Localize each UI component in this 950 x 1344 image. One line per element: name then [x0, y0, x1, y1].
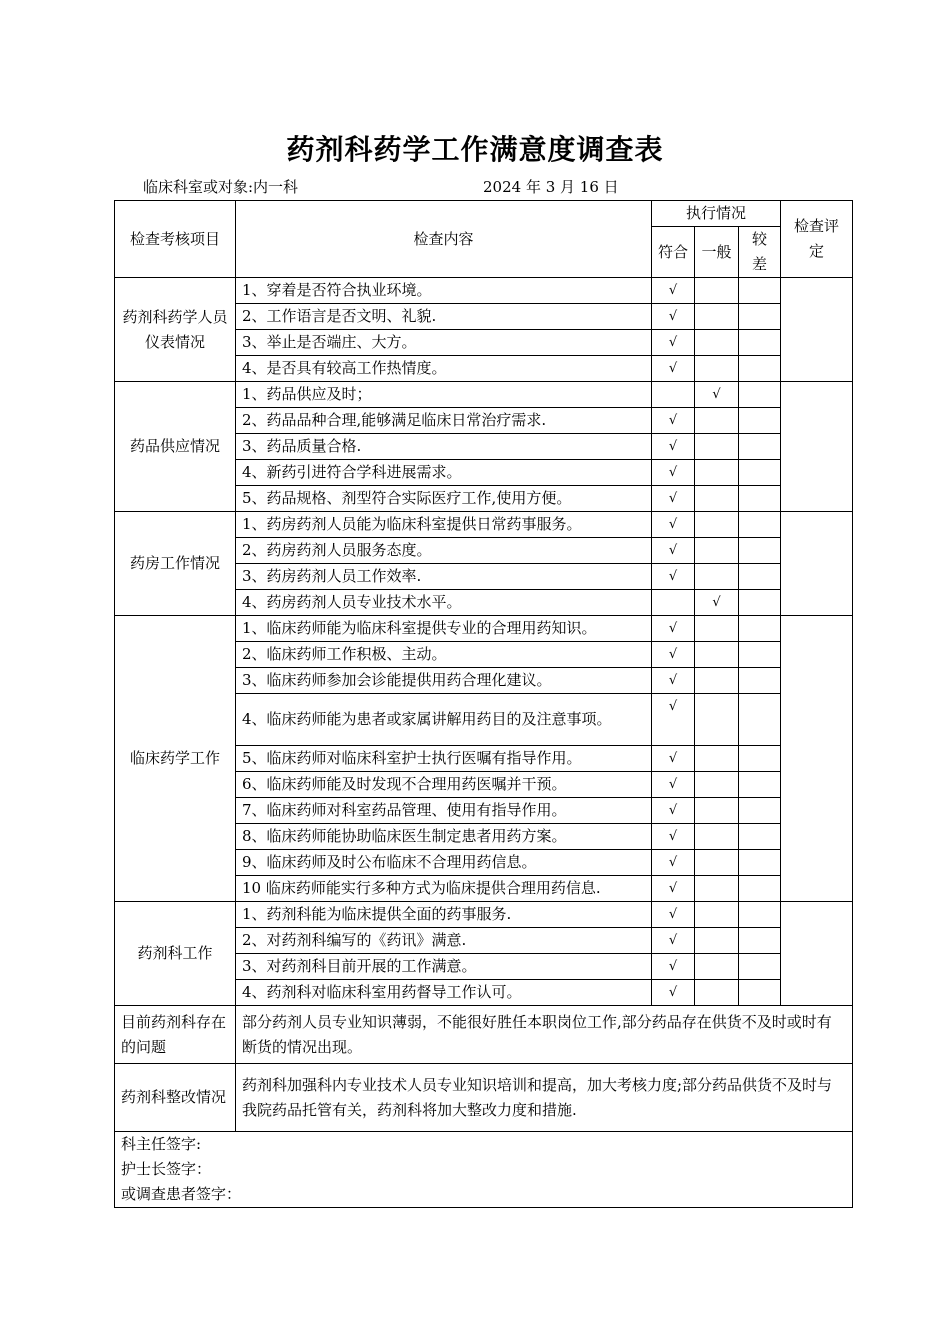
check-mark-conform: √: [652, 538, 695, 564]
table-row: [115, 278, 853, 304]
check-item: 1、穿着是否符合执业环境。: [236, 278, 652, 304]
check-item: 4、药房药剂人员专业技术水平。: [236, 590, 652, 616]
check-mark-conform: √: [652, 616, 695, 642]
check-mark-normal: √: [695, 382, 739, 408]
check-mark-conform: √: [652, 668, 695, 694]
survey-table: [114, 200, 853, 1208]
head-nurse-signature: 护士长签字：: [121, 1160, 212, 1178]
check-item: 3、药品质量合格.: [236, 434, 652, 460]
mark-poor: [739, 824, 781, 850]
header-conform: 符合: [652, 227, 695, 278]
mark-poor: [739, 850, 781, 876]
check-mark-conform: √: [652, 824, 695, 850]
check-item: 10 临床药师能实行多种方式为临床提供合理用药信息.: [236, 876, 652, 902]
check-item: 1、药品供应及时；: [236, 382, 652, 408]
check-item: 5、临床药师对临床科室护士执行医嘱有指导作用。: [236, 746, 652, 772]
check-item: 9、临床药师及时公布临床不合理用药信息。: [236, 850, 652, 876]
mark-poor: [739, 330, 781, 356]
mark-normal: [695, 694, 739, 746]
mark-poor: [739, 278, 781, 304]
check-item: 3、对药剂科目前开展的工作满意。: [236, 954, 652, 980]
mark-normal: [695, 824, 739, 850]
check-mark-conform: √: [652, 954, 695, 980]
mark-normal: [695, 928, 739, 954]
check-mark-conform: √: [652, 486, 695, 512]
header-content: 检查内容: [236, 201, 652, 278]
problems-label: 目前药剂科存在的问题: [115, 1006, 236, 1064]
evaluation-cell: [781, 616, 853, 902]
check-mark-conform: √: [652, 434, 695, 460]
mark-normal: [695, 876, 739, 902]
department-label: 临床科室或对象:内一科: [143, 178, 299, 196]
check-item: 5、药品规格、剂型符合实际医疗工作,使用方便。: [236, 486, 652, 512]
header-evaluation: 检查评定: [781, 201, 853, 278]
category-label: 药品供应情况: [115, 382, 236, 512]
check-mark-normal: √: [695, 590, 739, 616]
mark-normal: [695, 980, 739, 1006]
check-item: 2、药品品种合理,能够满足临床日常治疗需求.: [236, 408, 652, 434]
check-item: 2、临床药师工作积极、主动。: [236, 642, 652, 668]
check-item: 7、临床药师对科室药品管理、使用有指导作用。: [236, 798, 652, 824]
mark-poor: [739, 980, 781, 1006]
rectification-text: 药剂科加强科内专业技术人员专业知识培训和提高，加大考核力度;部分药品供货不及时与我院药品托管有关，药剂科将加大整改力度和措施.: [236, 1064, 853, 1132]
mark-poor: [739, 486, 781, 512]
mark-poor: [739, 954, 781, 980]
check-item: 8、临床药师能协助临床医生制定患者用药方案。: [236, 824, 652, 850]
survey-body: [115, 278, 853, 1006]
mark-normal: [695, 486, 739, 512]
check-item: 3、临床药师参加会诊能提供用药合理化建议。: [236, 668, 652, 694]
mark-poor: [739, 382, 781, 408]
check-item: 1、药房药剂人员能为临床科室提供日常药事服务。: [236, 512, 652, 538]
check-mark-conform: √: [652, 746, 695, 772]
mark-poor: [739, 876, 781, 902]
check-item: 4、药剂科对临床科室用药督导工作认可。: [236, 980, 652, 1006]
check-mark-conform: √: [652, 356, 695, 382]
patient-signature: 或调查患者签字：: [121, 1185, 242, 1203]
check-item: 2、药房药剂人员服务态度。: [236, 538, 652, 564]
mark-normal: [695, 616, 739, 642]
table-row: [115, 512, 853, 538]
mark-normal: [695, 434, 739, 460]
check-item: 4、是否具有较高工作热情度。: [236, 356, 652, 382]
check-mark-conform: √: [652, 694, 695, 746]
category-label: 临床药学工作: [115, 616, 236, 902]
mark-normal: [695, 330, 739, 356]
category-label: 药房工作情况: [115, 512, 236, 616]
mark-conform: [652, 382, 695, 408]
check-item: 4、新药引进符合学科进展需求。: [236, 460, 652, 486]
table-row: [115, 616, 853, 642]
check-mark-conform: √: [652, 902, 695, 928]
check-mark-conform: √: [652, 642, 695, 668]
mark-poor: [739, 356, 781, 382]
evaluation-cell: [781, 512, 853, 616]
check-item: 1、临床药师能为临床科室提供专业的合理用药知识。: [236, 616, 652, 642]
header-normal: 一般: [695, 227, 739, 278]
header-item: 检查考核项目: [115, 201, 236, 278]
mark-normal: [695, 460, 739, 486]
category-label: 药剂科药学人员仪表情况: [115, 278, 236, 382]
mark-normal: [695, 954, 739, 980]
mark-poor: [739, 928, 781, 954]
check-item: 4、临床药师能为患者或家属讲解用药目的及注意事项。: [236, 694, 652, 746]
mark-poor: [739, 668, 781, 694]
mark-poor: [739, 798, 781, 824]
check-item: 3、举止是否端庄、大方。: [236, 330, 652, 356]
mark-poor: [739, 642, 781, 668]
check-mark-conform: √: [652, 564, 695, 590]
check-item: 2、对药剂科编写的《药讯》满意.: [236, 928, 652, 954]
mark-normal: [695, 746, 739, 772]
check-mark-conform: √: [652, 512, 695, 538]
mark-normal: [695, 356, 739, 382]
table-row: [115, 382, 853, 408]
check-item: 3、药房药剂人员工作效率.: [236, 564, 652, 590]
check-mark-conform: √: [652, 798, 695, 824]
header-execution: 执行情况: [652, 201, 781, 227]
check-mark-conform: √: [652, 928, 695, 954]
mark-poor: [739, 746, 781, 772]
mark-poor: [739, 902, 781, 928]
evaluation-cell: [781, 382, 853, 512]
mark-conform: [652, 590, 695, 616]
check-mark-conform: √: [652, 278, 695, 304]
check-mark-conform: √: [652, 460, 695, 486]
mark-normal: [695, 408, 739, 434]
mark-poor: [739, 616, 781, 642]
mark-normal: [695, 850, 739, 876]
mark-poor: [739, 408, 781, 434]
mark-poor: [739, 538, 781, 564]
rectification-label: 药剂科整改情况: [115, 1064, 236, 1132]
table-row: [115, 902, 853, 928]
page-title: 药剂科药学工作满意度调查表: [286, 133, 664, 166]
mark-poor: [739, 590, 781, 616]
category-label: 药剂科工作: [115, 902, 236, 1006]
mark-normal: [695, 668, 739, 694]
check-mark-conform: √: [652, 408, 695, 434]
check-mark-conform: √: [652, 980, 695, 1006]
mark-poor: [739, 460, 781, 486]
check-item: 6、临床药师能及时发现不合理用药医嘱并干预。: [236, 772, 652, 798]
mark-normal: [695, 902, 739, 928]
check-item: 1、药剂科能为临床提供全面的药事服务.: [236, 902, 652, 928]
mark-poor: [739, 434, 781, 460]
mark-normal: [695, 798, 739, 824]
check-mark-conform: √: [652, 850, 695, 876]
mark-poor: [739, 304, 781, 330]
survey-date: 2024 年 3 月 16 日: [483, 178, 619, 196]
evaluation-cell: [781, 278, 853, 382]
check-mark-conform: √: [652, 304, 695, 330]
mark-normal: [695, 564, 739, 590]
mark-normal: [695, 642, 739, 668]
header-poor: 较差: [739, 227, 781, 278]
check-mark-conform: √: [652, 876, 695, 902]
mark-normal: [695, 512, 739, 538]
check-mark-conform: √: [652, 330, 695, 356]
mark-normal: [695, 538, 739, 564]
mark-poor: [739, 694, 781, 746]
mark-poor: [739, 772, 781, 798]
problems-text: 部分药剂人员专业知识薄弱，不能很好胜任本职岗位工作,部分药品存在供货不及时或时有断货的情况出现。: [236, 1006, 853, 1064]
mark-poor: [739, 564, 781, 590]
signature-block: [115, 1132, 853, 1208]
mark-normal: [695, 772, 739, 798]
mark-normal: [695, 278, 739, 304]
mark-poor: [739, 512, 781, 538]
check-mark-conform: √: [652, 772, 695, 798]
evaluation-cell: [781, 902, 853, 1006]
director-signature: 科主任签字:: [121, 1135, 202, 1153]
check-item: 2、工作语言是否文明、礼貌.: [236, 304, 652, 330]
mark-normal: [695, 304, 739, 330]
